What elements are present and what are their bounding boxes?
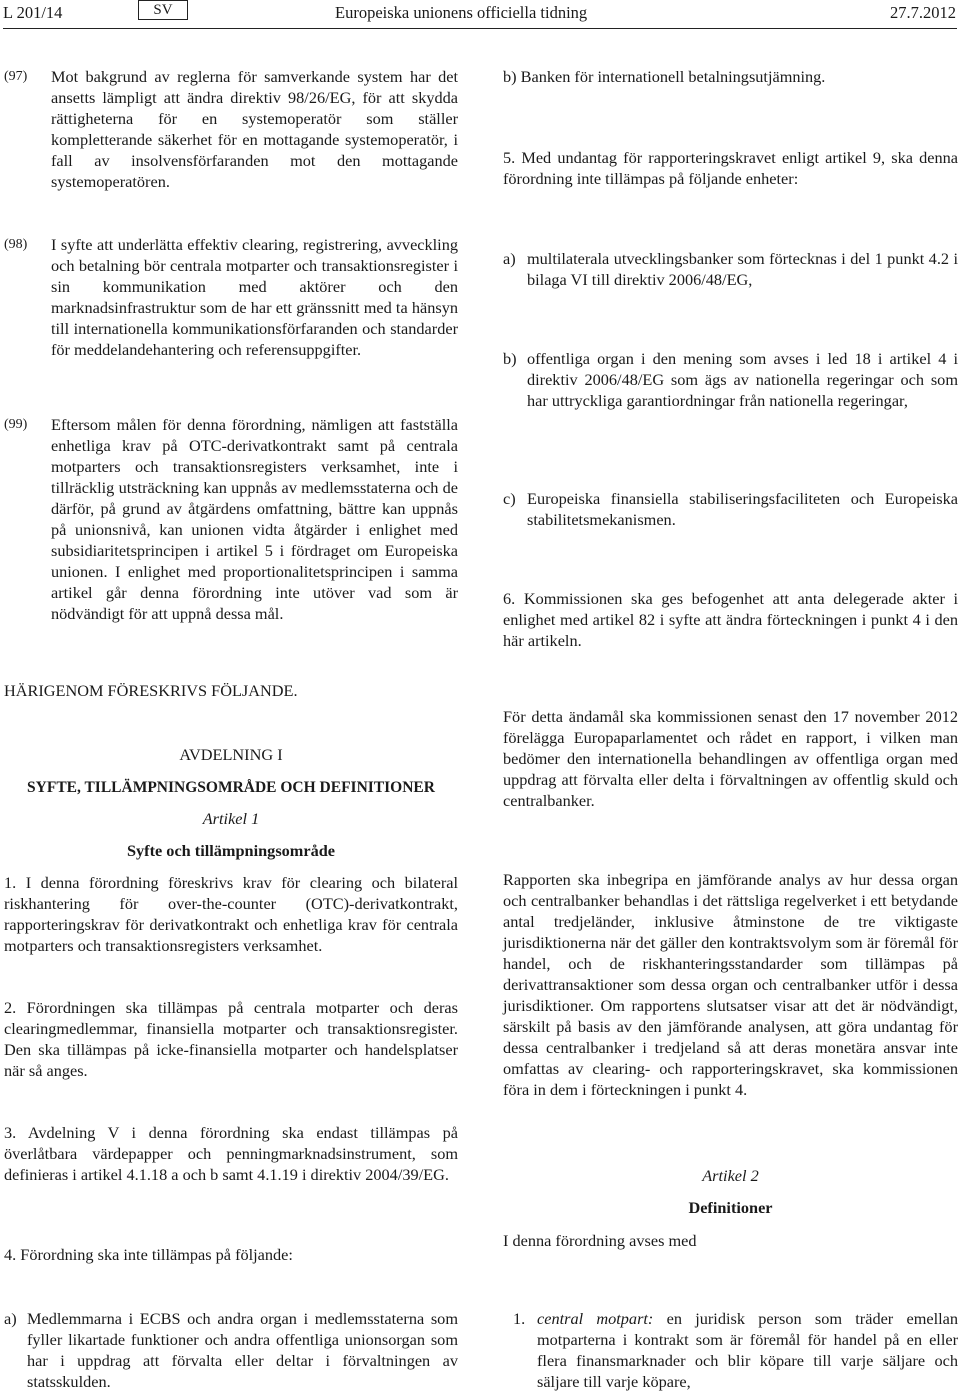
paragraph-5: 5. Med undantag för rapporteringskravet enligt artikel 9, ska denna förordning inte tillämpas på följande enheter: bbox=[503, 148, 958, 188]
article-1-heading: Artikel 1 bbox=[202, 809, 260, 828]
publication-date: 27.7.2012 bbox=[890, 3, 956, 22]
journal-title: Europeiska unionens officiella tidning bbox=[335, 3, 588, 22]
recital-99-text: Eftersom målen för denna förordning, nämligen att fastställa enhetliga krav på OTC-derivatkontrakt samt på centrala motparters och transaktionsregisters verksamhet, inte i tillräcklig utsträckning kan uppnås av medlemsstaterna och de därför, på grund av åtgärdens omfattning, bättre kan uppnås på unionsnivå, kan unionen vidta åtgärder i enlighet med subsidiaritetsprincipen i artikel 5 i fördraget om Europeiska unionen. I enlighet med proportionalitetsprincipen i samma artikel går denna förordning inte utöver vad som är nödvändigt för att uppnå dessa mål. bbox=[51, 415, 458, 623]
language-badge: SV bbox=[138, 0, 188, 20]
list-item-a-text: multilaterala utvecklingsbanker som förtecknas i del 1 punkt 4.2 i bilaga VI till direktiv 2006/48/EG, bbox=[527, 249, 958, 289]
list-item-a-label: a) bbox=[503, 249, 516, 268]
definition-1-term: central motpart: bbox=[537, 1309, 654, 1328]
title-name: SYFTE, TILLÄMPNINGSOMRÅDE OCH DEFINITIONER bbox=[27, 779, 435, 796]
recital-97-text: Mot bakgrund av reglerna för samverkande system har det ansetts lämpligt att ändra direktiv 98/26/EG, för att skydda rättigheterna för en systemoperatör som ställer kompletterande säkerhet för en mottagande systemoperatör, i fall av insolvensförfaranden mot den mottagande systemoperatören. bbox=[51, 67, 458, 191]
recital-98-text: I syfte att underlätta effektiv clearing, registrering, avveckling och betalning bör centrala motparter och transaktionsregister i sin kommunikation med aktörer och den marknadsinfrastruktur som de har ett gränssnitt med ta hänsyn till internationella kommunikationsförfaranden och standarder för meddelandehantering och referensuppgifter. bbox=[51, 235, 458, 359]
article-2-heading: Artikel 2 bbox=[702, 1166, 759, 1185]
recital-98-number: (98) bbox=[4, 237, 28, 252]
article-2-title: Definitioner bbox=[688, 1198, 773, 1217]
article-1-item-a-text: Medlemmarna i ECBS och andra organ i medlemsstaterna som fyller likartade funktioner och andra offentliga unionsorgan som har i uppdrag att förvalta eller deltar i förvaltningen av statsskulden. bbox=[27, 1309, 458, 1391]
article-1-paragraph-4: 4. Förordning ska inte tillämpas på följande: bbox=[4, 1245, 293, 1264]
article-1-title: Syfte och tillämpningsområde bbox=[126, 841, 336, 860]
article-item-b-bis: b) Banken för internationell betalningsutjämning. bbox=[503, 67, 826, 86]
enacting-formula: HÄRIGENOM FÖRESKRIVS FÖLJANDE. bbox=[4, 681, 298, 700]
definition-1-text: en juridisk person som träder emellan motparterna i kontrakt som är föremål för handel på en eller flera finansmarknader och blir köpare till varje säljare och säljare till varje köpare, bbox=[537, 1309, 959, 1391]
definition-1 bbox=[537, 1308, 958, 1392]
article-2-intro: I denna förordning avses med bbox=[503, 1231, 697, 1250]
rapporten-paragraph: Rapporten ska inbegripa en jämförande analys av hur dessa organ och centralbanker behandlas i det rättsliga regelverket i ett betydande antal tredjeländer, inklusive åtminstone de tre viktigaste jurisdiktionerna när det gäller den kontraktsvolym som är föremål för handel, och de riskhanteringsstandarder som tillämpas på derivattransaktioner som dessa organ och centralbanker utför i dessa jurisdiktioner. Om rapportens slutsatser visar att det är nödvändigt, särskilt på basis av den jämförande analysen, att göra undantag för dessa centralbanker i tredjeland så att deras monetära ansvar inte omfattas av clearing- och rapporteringskravet, ska kommissionen föra in dem i förteckningen i punkt 4. bbox=[503, 870, 958, 1099]
list-item-b-label: b) bbox=[503, 349, 517, 368]
list-item-c-text: Europeiska finansiella stabiliseringsfaciliteten och Europeiska stabilitetsmekanismen. bbox=[527, 489, 958, 529]
report-paragraph: För detta ändamål ska kommissionen senast den 17 november 2012 förelägga Europaparlamentet och rådet en rapport, i vilken man bedömer den internationella behandlingen av offentliga organ med uppdrag att förvalta eller delta i förvaltningen av offentlig skuld och centralbanker. bbox=[503, 707, 958, 810]
recital-97-number: (97) bbox=[4, 69, 28, 84]
article-1-paragraph-1: 1. I denna förordning föreskrivs krav för clearing och bilateral riskhantering för over-the-counter (OTC)-derivatkontrakt, rapporteringskrav för derivatkontrakt och enhetliga krav för centrala motparters och transaktionsregisters verksamhet. bbox=[4, 873, 458, 955]
recital-99-number: (99) bbox=[4, 417, 28, 432]
list-item-b-text: offentliga organ i den mening som avses i led 18 i artikel 4 i direktiv 2006/48/EG som ägs av nationella regeringar och som har uttryckliga garantiordningar från nationella regeringar, bbox=[527, 349, 958, 410]
list-item-c-label: c) bbox=[503, 489, 516, 508]
article-1-paragraph-3: 3. Avdelning V i denna förordning ska endast tillämpas på överlåtbara värdepapper och penningmarknadsinstrument, som definieras i artikel 4.1.18 a och b samt 4.1.19 i direktiv 2004/39/EG. bbox=[4, 1123, 458, 1184]
paragraph-6: 6. Kommissionen ska ges befogenhet att anta delegerade akter i enlighet med artikel 82 i syfte att ändra förteckningen i punkt 4 i den här artikeln. bbox=[503, 589, 958, 650]
article-1-item-a-label: a) bbox=[4, 1309, 17, 1328]
definition-1-number: 1. bbox=[513, 1309, 526, 1328]
page-reference: L 201/14 bbox=[3, 3, 63, 22]
article-1-paragraph-2: 2. Förordningen ska tillämpas på centrala motparter och deras clearingmedlemmar, finansiella motparter och transaktionsregister. Den ska tillämpas på icke-finansiella motparter och handelsplatser när så anges. bbox=[4, 998, 458, 1080]
header-rule bbox=[3, 28, 957, 29]
title-heading: AVDELNING I bbox=[179, 745, 283, 764]
